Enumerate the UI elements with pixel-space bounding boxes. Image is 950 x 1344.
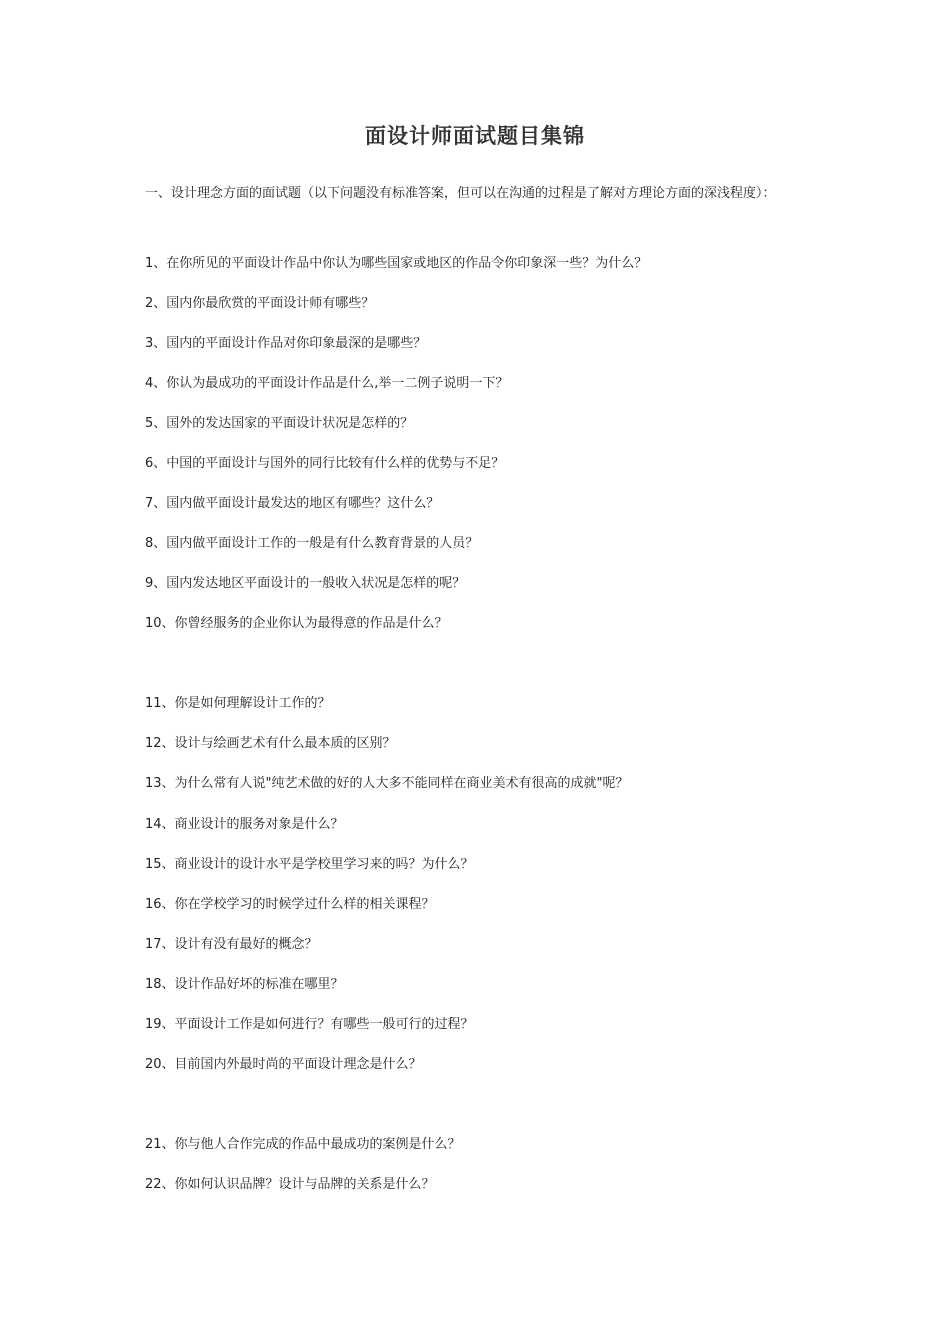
question-item: 16、你在学校学习的时候学过什么样的相关课程？: [145, 897, 435, 912]
question-item: 4、你认为最成功的平面设计作品是什么,举一二例子说明一下？: [145, 376, 509, 391]
question-item: 12、设计与绘画艺术有什么最本质的区别？: [145, 736, 396, 751]
question-item: 17、设计有没有最好的概念？: [145, 937, 318, 952]
question-item: 2、国内你最欣赏的平面设计师有哪些？: [145, 296, 375, 311]
question-item: 9、国内发达地区平面设计的一般收入状况是怎样的呢？: [145, 576, 466, 591]
question-item: 7、国内做平面设计最发达的地区有哪些？这什么？: [145, 496, 440, 511]
question-item: 5、国外的发达国家的平面设计状况是怎样的？: [145, 416, 414, 431]
question-item: 6、中国的平面设计与国外的同行比较有什么样的优势与不足？: [145, 456, 505, 471]
question-item: 15、商业设计的设计水平是学校里学习来的吗？为什么？: [145, 857, 474, 872]
question-item: 1、在你所见的平面设计作品中你认为哪些国家或地区的作品令你印象深一些？为什么？: [145, 256, 648, 271]
question-item: 13、为什么常有人说"纯艺术做的好的人大多不能同样在商业美术有很高的成就"呢？: [145, 776, 629, 791]
question-item: 21、你与他人合作完成的作品中最成功的案例是什么？: [145, 1137, 461, 1152]
question-item: 20、目前国内外最时尚的平面设计理念是什么？: [145, 1057, 422, 1072]
question-item: 22、你如何认识品牌？设计与品牌的关系是什么？: [145, 1177, 435, 1192]
question-item: 10、你曾经服务的企业你认为最得意的作品是什么？: [145, 616, 448, 631]
question-item: 18、设计作品好坏的标准在哪里？: [145, 977, 344, 992]
question-item: 19、平面设计工作是如何进行？有哪些一般可行的过程？: [145, 1017, 474, 1032]
document-title: 面设计师面试题目集锦: [365, 124, 585, 148]
question-item: 8、国内做平面设计工作的一般是有什么教育背景的人员？: [145, 536, 479, 551]
question-item: 11、你是如何理解设计工作的？: [145, 696, 331, 711]
question-item: 14、商业设计的服务对象是什么？: [145, 817, 344, 832]
question-item: 3、国内的平面设计作品对你印象最深的是哪些？: [145, 336, 427, 351]
intro-paragraph: 一、设计理念方面的面试题（以下问题没有标准答案，但可以在沟通的过程是了解对方理论方面的深浅程度）：: [145, 186, 776, 201]
